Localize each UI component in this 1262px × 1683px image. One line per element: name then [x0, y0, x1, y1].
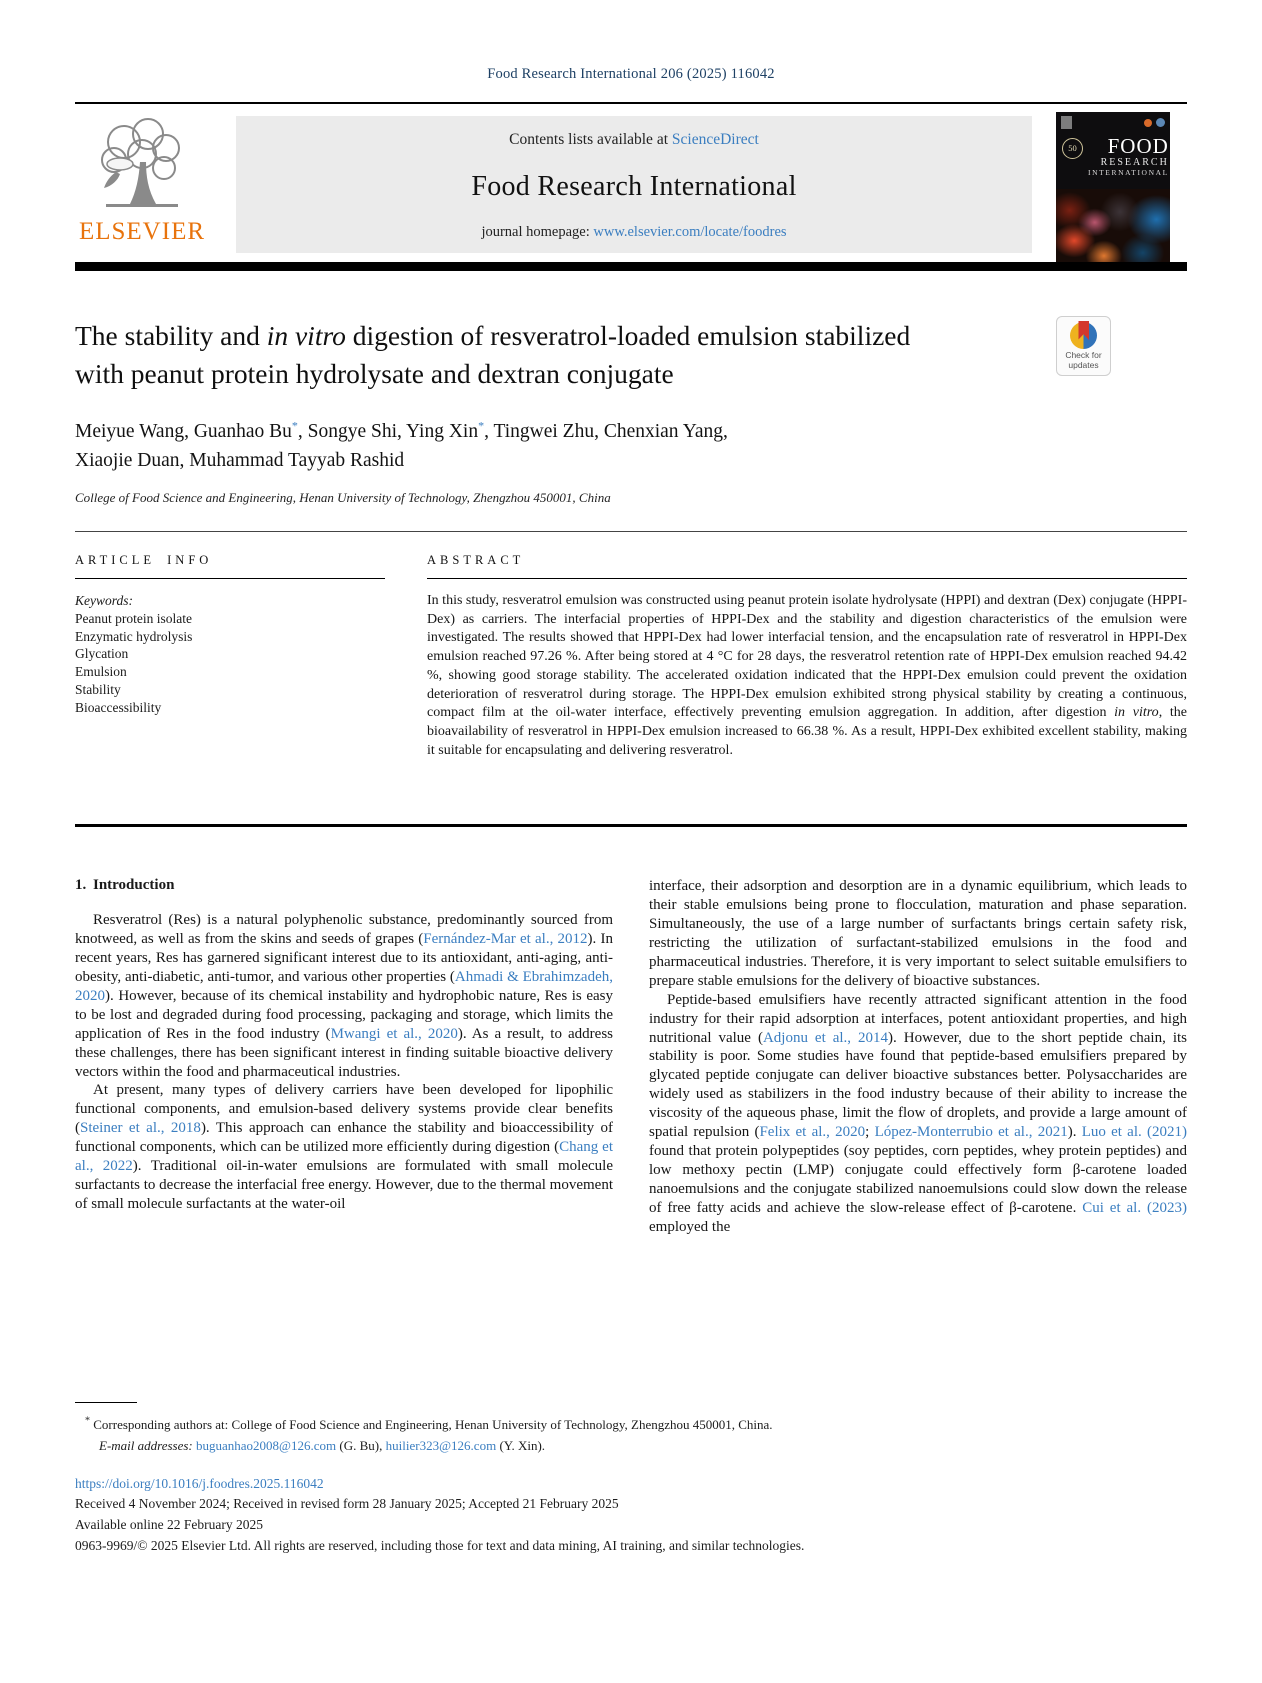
email-label: E-mail addresses:: [99, 1438, 193, 1453]
cover-elsevier-mini-logo: [1061, 116, 1072, 129]
abstract-rule: [427, 578, 1187, 579]
sciencedirect-link[interactable]: ScienceDirect: [671, 131, 759, 148]
journal-cover-thumbnail: [1056, 112, 1170, 265]
elsevier-wordmark: ELSEVIER: [78, 218, 206, 245]
contents-line: [236, 131, 1032, 149]
doi-link[interactable]: https://doi.org/10.1016/j.foodres.2025.116042: [75, 1476, 324, 1491]
author-list: Meiyue Wang, Guanhao Bu*, Songye Shi, Ying Xin*, Tingwei Zhu, Chenxian Yang, Xiaojie Duan, Muhammad Tayyab Rashid: [75, 418, 728, 471]
cover-top-logos: [1056, 112, 1170, 131]
citation-link[interactable]: Felix et al., 2020: [759, 1124, 866, 1141]
right-column-paragraphs: [649, 877, 1187, 1236]
article-info-rule: [75, 578, 385, 579]
journal-reference: Food Research International 206 (2025) 116042: [487, 66, 775, 82]
keyword-item: Stability: [75, 681, 121, 697]
cover-title-research: RESEARCH: [1100, 157, 1169, 168]
body-paragraph: At present, many types of delivery carriers have been developed for lipophilic functional components, and emulsion-based delivery systems provide clear benefits (Steiner et al., 2018). This approach can enhance the stability and bioaccessibility of functional components, which can be utilized more efficiently during digestion (Chang et al., 2022). Traditional oil-in-water emulsions are formulated with small molecule surfactants to decrease the interfacial free energy. However, due to the thermal movement of small molecule surfactants at the water-oil: [75, 1082, 613, 1212]
introduction-heading: 1. Introduction: [75, 877, 175, 894]
article-info-heading: ARTICLE INFO: [75, 553, 213, 567]
contents-prefix: Contents lists available at: [509, 131, 672, 148]
cover-title-food: FOOD: [1107, 134, 1169, 158]
email2-suffix: (Y. Xin).: [496, 1438, 546, 1453]
journal-homepage-link[interactable]: www.elsevier.com/locate/foodres: [593, 224, 787, 240]
right-column: [649, 877, 1187, 1236]
citation-link[interactable]: Steiner et al., 2018: [80, 1120, 201, 1137]
page-footer: [75, 1402, 1187, 1556]
cifst-logo-icon: [1144, 119, 1152, 127]
header-top-rule: [75, 102, 1187, 104]
left-column: [75, 877, 613, 1236]
left-column-paragraphs: [75, 911, 613, 1214]
copyright-line: 0963-9969/© 2025 Elsevier Ltd. All rights are reserved, including those for text and data mining, AI training, and similar technologies.: [75, 1537, 805, 1553]
citation-link[interactable]: López-Monterrubio et al., 2021: [874, 1124, 1068, 1141]
info-abstract-grid: [75, 547, 1187, 760]
email-link-bu[interactable]: buguanhao2008@126.com: [196, 1438, 337, 1453]
homepage-line: [236, 224, 1032, 241]
keyword-item: Enzymatic hydrolysis: [75, 628, 193, 644]
email-addresses-line: [75, 1435, 1187, 1456]
affiliation: College of Food Science and Engineering, Henan University of Technology, Zhengzhou 450001, China: [75, 490, 611, 505]
citation-link[interactable]: Cui et al. (2023): [1082, 1199, 1187, 1216]
keyword-item: Peanut protein isolate: [75, 610, 192, 626]
keyword-item: Glycation: [75, 646, 129, 662]
body-paragraph: interface, their adsorption and desorption are in a dynamic equilibrium, which leads to their stable emulsions being prone to flocculation, maturation and phase separation. Simultaneously, the use of a large number of surfactants brings certain safety risk, restricting the utilization of surfactant-stabilized emulsions in the food and pharmaceutical industries. Therefore, it is very important to select suitable emulsifiers to prepare stable emulsions for the delivery of bioactive substances.: [649, 878, 1187, 989]
masthead-band: [236, 116, 1032, 253]
cover-masthead: [1056, 131, 1170, 179]
email-link-xin[interactable]: huilier323@126.com: [385, 1438, 497, 1453]
cover-society-logos: [1144, 118, 1165, 127]
body-paragraph: Peptide-based emulsifiers have recently attracted significant attention in the food industry for their rapid adsorption at interfaces, potent antioxidant properties, and high nutritional value (Adjonu et al., 2014). However, due to the short peptide chain, its stability is poor. Some studies have found that peptide-based emulsifiers prepared by glycated peptide conjugate can deliver bioactive substances better. Polysaccharides are widely used as stabilizers in the food industry because of their ability to increase the viscosity of the aqueous phase, limit the flow of droplets, and provide a large amount of spatial repulsion (Felix et al., 2020; López-Monterrubio et al., 2021). Luo et al. (2021) found that protein polypeptides (soy peptides, corn peptides, whey protein peptides) and low methoxy pectin (LMP) conjugate could effectively form β-carotene loaded nanoemulsions and the conjugate stabilized nanoemulsions could slow down the release of free fatty acids and achieve the slow-release effect of β-carotene. Cui et al. (2023) employed the: [649, 991, 1187, 1235]
cover-title-international: INTERNATIONAL: [1088, 168, 1169, 177]
article-content: [75, 271, 1187, 1237]
keywords-label: Keywords:: [75, 593, 133, 608]
affiliation-divider-rule: [75, 531, 1187, 532]
article-info-column: [75, 547, 385, 760]
journal-band-title: Food Research International: [471, 171, 797, 202]
citation-link[interactable]: Ahmadi & Ebrahimzadeh, 2020: [75, 969, 613, 1004]
keywords-list: [75, 610, 385, 717]
check-badge-label: Check for updates: [1065, 350, 1102, 370]
corresponding-author-note: * Corresponding authors at: College of Food Science and Engineering, Henan University of Technology, Zhengzhou 450001, China.: [85, 1415, 773, 1432]
elsevier-tree-icon: [86, 112, 198, 220]
keyword-item: Bioaccessibility: [75, 699, 162, 715]
cover-title: [1088, 135, 1169, 177]
keyword-item: Emulsion: [75, 664, 127, 680]
article-title: The stability and in vitro digestion of resveratrol-loaded emulsion stabilized with peanut protein hydrolysate and dextran conjugate: [75, 320, 911, 389]
citation-link[interactable]: Mwangi et al., 2020: [330, 1025, 458, 1042]
footnote-rule: [75, 1402, 137, 1403]
masthead-divider-bar: [75, 262, 1187, 271]
email1-suffix: (G. Bu),: [336, 1438, 386, 1453]
introduction-section: [75, 827, 1187, 1236]
abstract-text: In this study, resveratrol emulsion was constructed using peanut protein isolate hydrolysate (HPPI) and dextran (Dex) conjugate (HPPI-Dex) as carriers. The interfacial properties of HPPI-Dex and the stability and digestion characteristics of the emulsion were investigated. The results showed that HPPI-Dex had lower interfacial tension, and the encapsulation rate of resveratrol in HPPI-Dex emulsion reached 97.26 %. After being stored at 4 °C for 28 days, the resveratrol retention rate of HPPI-Dex emulsion reached 94.42 %, showing good storage stability. The accelerated oxidation indicated that the HPPI-Dex emulsion could prevent the oxidation deterioration of resveratrol during storage. The HPPI-Dex emulsion exhibited strong physical stability by creating a continuous, compact film at the oil-water interface, effectively preventing emulsion aggregation. In addition, after digestion in vitro, the bioavailability of resveratrol in HPPI-Dex emulsion increased to 66.38 %. As a result, HPPI-Dex exhibited excellent stability, making it suitable for encapsulating and delivering resveratrol.: [427, 593, 1187, 758]
doi-line: [75, 1473, 1187, 1494]
fifty-years-badge: 50: [1062, 138, 1083, 159]
citation-link[interactable]: Chang et al., 2022: [75, 1139, 613, 1175]
iufost-logo-icon: [1156, 118, 1165, 127]
homepage-prefix: journal homepage:: [481, 224, 594, 240]
citation-link[interactable]: Adjonu et al., 2014: [762, 1029, 889, 1046]
abstract-heading: ABSTRACT: [427, 553, 525, 567]
citation-link[interactable]: Luo et al. (2021): [1081, 1124, 1187, 1141]
citation-link[interactable]: Fernández-Mar et al., 2012: [423, 931, 588, 948]
available-online-line: Available online 22 February 2025: [75, 1516, 263, 1532]
elsevier-logo: [75, 112, 209, 254]
received-dates-line: Received 4 November 2024; Received in revised form 28 January 2025; Accepted 21 February 2025: [75, 1496, 619, 1511]
body-paragraph: Resveratrol (Res) is a natural polyphenolic substance, predominantly sourced from knotweed, as well as from the skins and seeds of grapes (Fernández-Mar et al., 2012). In recent years, Res has garnered significant interest due to its antioxidant, anti-aging, anti-obesity, anti-diabetic, anti-tumor, and various other properties (Ahmadi & Ebrahimzadeh, 2020). However, because of its chemical instability and hydrophobic nature, Res is easy to be lost and degraded during food processing, packaging and storage, which limits the application of Res in the food industry (Mwangi et al., 2020). As a result, to address these challenges, there has been significant interest in finding suitable bioactive delivery vectors within the food and pharmaceutical industries.: [75, 912, 613, 1080]
abstract-column: [427, 547, 1187, 760]
cover-photo-art: [1056, 189, 1170, 265]
